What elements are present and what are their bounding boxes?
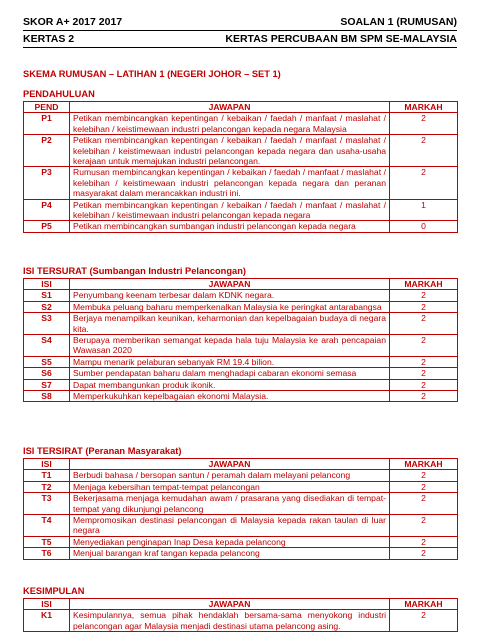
col-header-answer: JAWAPAN [70,599,390,610]
section-isi-tersirat [23,446,457,560]
row-answer: Menjaga kebersihan tempat-tempat pelancongan [70,481,390,492]
col-header-answer: JAWAPAN [70,279,390,290]
col-header-mark: MARKAH [390,599,458,610]
row-answer: Menjual barangan kraf tangan kepada pelancong [70,548,390,559]
section-table [23,598,458,632]
table-header-row [24,599,458,610]
table-row [24,356,458,367]
row-answer: Mempromosikan destinasi pelancongan di Malaysia kepada rakan taulan di luar negara [70,515,390,537]
table-row [24,548,458,559]
col-header-code: ISI [24,279,70,290]
section-table [23,458,458,560]
row-answer: Bekerjasama menjaga kemudahan awam / prasarana yang disediakan di tempat-tempat yang dikunjungi pelancong [70,493,390,515]
row-code: T3 [24,493,70,515]
row-mark: 2 [390,335,458,357]
row-answer: Mampu menarik pelaburan sebanyak RM 19.4 bilion. [70,356,390,367]
col-header-code: PEND [24,102,70,113]
row-mark: 2 [390,536,458,547]
header-divider [23,30,457,31]
table-header-row [24,459,458,470]
row-answer: Petikan membincangkan kepentingan / kebaikan / faedah / manfaat / maslahat / kelebihan / keistimewaan industri pelancongan kepada negara dan usaha-usaha kerajaan untuk memajukan industri pelancongan. [70,135,390,167]
row-code: P1 [24,113,70,135]
page-header [23,16,457,50]
col-header-mark: MARKAH [390,279,458,290]
row-answer: Sumber pendapatan baharu dalam menghadapi cabaran ekonomi semasa [70,368,390,379]
row-answer: Petikan membincangkan sumbangan industri pelancongan kepada negara [70,221,390,232]
table-row [24,610,458,632]
table-row [24,313,458,335]
section-title: ISI TERSIRAT (Peranan Masyarakat) [23,446,182,456]
row-answer: Penyumbang keenam terbesar dalam KDNK negara. [70,290,390,301]
col-header-mark: MARKAH [390,459,458,470]
header-bottom-left: KERTAS 2 [23,33,75,45]
table-row [24,515,458,537]
scheme-title: SKEMA RUMUSAN – LATIHAN 1 (NEGERI JOHOR – SET 1) [23,69,281,79]
header-divider-bottom [23,47,457,48]
table-row [24,481,458,492]
row-mark: 2 [390,515,458,537]
table-header-row [24,102,458,113]
row-code: S8 [24,391,70,402]
row-mark: 2 [390,301,458,312]
row-mark: 2 [390,167,458,199]
row-answer: Petikan membincangkan kepentingan / kebaikan / faedah / manfaat / maslahat / kelebihan / keistimewaan industri pelancongan kepada negara Malaysia [70,113,390,135]
row-mark: 2 [390,290,458,301]
row-mark: 2 [390,113,458,135]
section-isi-tersurat [23,266,457,402]
section-table [23,278,458,402]
col-header-answer: JAWAPAN [70,102,390,113]
table-row [24,113,458,135]
row-mark: 2 [390,548,458,559]
row-code: P5 [24,221,70,232]
row-code: P2 [24,135,70,167]
table-row [24,335,458,357]
header-row-top [23,16,457,29]
row-mark: 2 [390,135,458,167]
table-row [24,493,458,515]
row-mark: 2 [390,481,458,492]
col-header-code: ISI [24,599,70,610]
row-code: T4 [24,515,70,537]
section-title: PENDAHULUAN [23,89,95,99]
row-code: T5 [24,536,70,547]
row-mark: 2 [390,493,458,515]
row-code: S2 [24,301,70,312]
col-header-answer: JAWAPAN [70,459,390,470]
table-row [24,301,458,312]
section-table [23,101,458,233]
table-row [24,391,458,402]
row-code: S4 [24,335,70,357]
header-bottom-right: KERTAS PERCUBAAN BM SPM SE-MALAYSIA [225,33,457,45]
table-row [24,135,458,167]
row-code: T6 [24,548,70,559]
table-row [24,536,458,547]
row-mark: 2 [390,379,458,390]
section-pendahuluan [23,89,457,233]
row-answer: Menyediakan penginapan Inap Desa kepada pelancong [70,536,390,547]
row-answer: Berupaya memberikan semangat kepada hala tuju Malaysia ke arah pencapaian Wawasan 2020 [70,335,390,357]
header-top-left: SKOR A+ 2017 2017 [23,16,123,28]
row-mark: 2 [390,356,458,367]
row-code: S6 [24,368,70,379]
table-row [24,290,458,301]
row-answer: Berbudi bahasa / bersopan santun / peramah dalam melayani pelancong [70,470,390,481]
table-row [24,470,458,481]
section-kesimpulan [23,586,457,632]
row-answer: Petikan membincangkan kepentingan / kebaikan / faedah / manfaat / maslahat / kelebihan / keistimewaan industri pelancongan kepada negara [70,199,390,221]
row-answer: Memperkukuhkan kepelbagaian ekonomi Malaysia. [70,391,390,402]
row-mark: 2 [390,368,458,379]
row-mark: 1 [390,199,458,221]
row-mark: 2 [390,470,458,481]
row-answer: Berjaya menampilkan keunikan, keharmonian dan kepelbagaian budaya di negara kita. [70,313,390,335]
table-row [24,167,458,199]
row-code: T1 [24,470,70,481]
table-header-row [24,279,458,290]
row-code: S7 [24,379,70,390]
row-code: P3 [24,167,70,199]
col-header-code: ISI [24,459,70,470]
row-answer: Kesimpulannya, semua pihak hendaklah bersama-sama menyokong industri pelancongan agar Malaysia menjadi destinasi utama pelancong asing. [70,610,390,632]
table-row [24,199,458,221]
header-row-bottom [23,33,457,46]
row-mark: 2 [390,391,458,402]
section-title: KESIMPULAN [23,586,85,596]
row-mark: 2 [390,313,458,335]
col-header-mark: MARKAH [390,102,458,113]
row-code: K1 [24,610,70,632]
row-code: S5 [24,356,70,367]
row-code: P4 [24,199,70,221]
row-mark: 2 [390,610,458,632]
row-code: T2 [24,481,70,492]
row-answer: Rumusan membincangkan kepentingan / kebaikan / faedah / manfaat / maslahat / kelebihan / keistimewaan industri pelancongan kepada negara dan peranan masyarakat dalam merancakkan industri ini. [70,167,390,199]
section-title: ISI TERSURAT (Sumbangan Industri Pelancongan) [23,266,246,276]
header-top-right: SOALAN 1 (RUMUSAN) [340,16,457,28]
row-code: S3 [24,313,70,335]
table-row [24,221,458,232]
row-mark: 0 [390,221,458,232]
row-answer: Membuka peluang baharu memperkenalkan Malaysia ke peringkat antarabangsa [70,301,390,312]
row-code: S1 [24,290,70,301]
table-row [24,368,458,379]
table-row [24,379,458,390]
row-answer: Dapat membangunkan produk ikonik. [70,379,390,390]
